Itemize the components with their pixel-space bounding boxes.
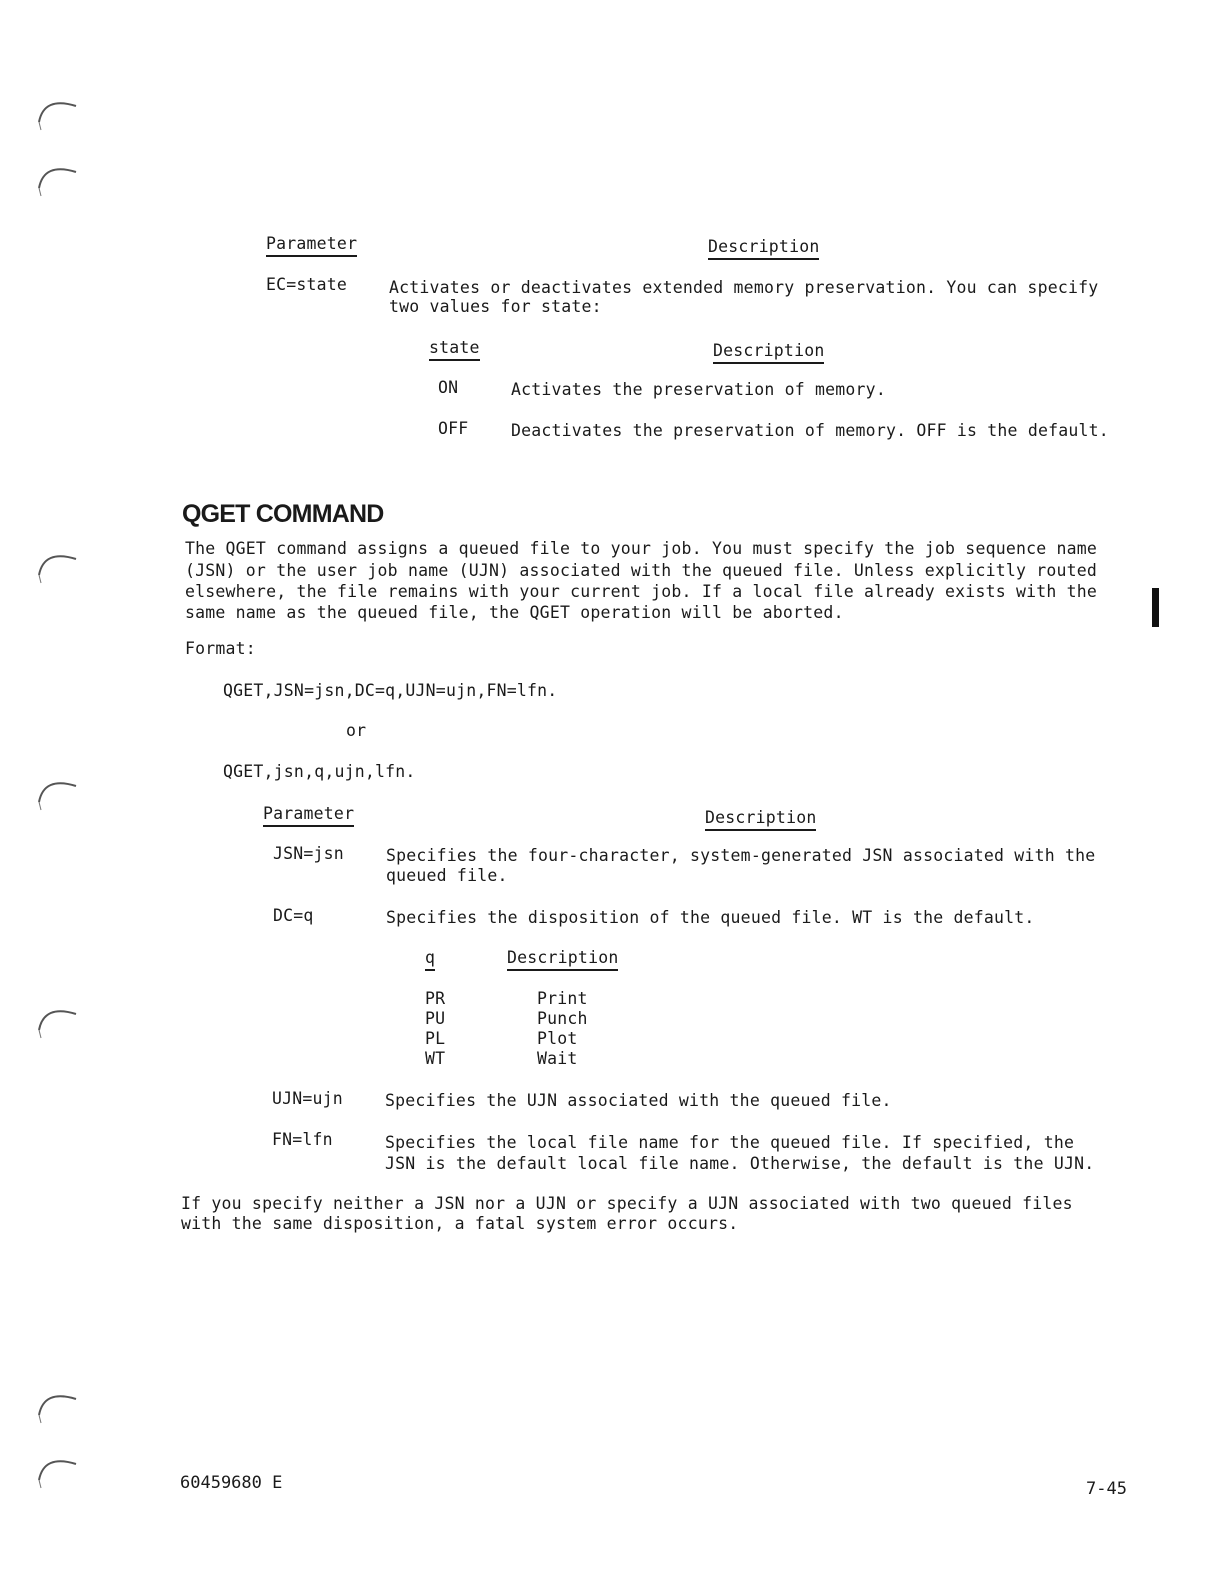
intro-line-2: (JSN) or the user job name (UJN) associated with the queued file. Unless explicitly routed <box>185 561 1098 580</box>
format-positional: QGET,jsn,q,ujn,lfn. <box>223 762 416 781</box>
binder-hole-icon <box>34 772 84 822</box>
jsn-desc-line2: queued file. <box>386 866 508 885</box>
format-label: Format: <box>185 639 256 658</box>
intro-line-4: same name as the queued file, the QGET operation will be aborted. <box>185 603 844 622</box>
state-on-desc: Activates the preservation of memory. <box>511 380 886 399</box>
ujn-desc-line1: Specifies the UJN associated with the queued file. <box>385 1091 892 1110</box>
binder-hole-icon <box>34 1000 84 1050</box>
q-desc-pr: Print <box>537 989 588 1008</box>
fn-desc-line2: JSN is the default local file name. Otherwise, the default is the UJN. <box>385 1154 1095 1173</box>
format-keyword: QGET,JSN=jsn,DC=q,UJN=ujn,FN=lfn. <box>223 681 558 700</box>
doc-number: 60459680 E <box>180 1473 283 1493</box>
desc-header: Description <box>708 237 819 260</box>
binder-hole-icon <box>34 1385 84 1435</box>
dc-desc-line1: Specifies the disposition of the queued file. WT is the default. <box>386 908 1035 927</box>
binder-hole-icon <box>34 545 84 595</box>
page-number: 7-45 <box>1086 1479 1127 1499</box>
q-desc-wt: Wait <box>537 1049 578 1068</box>
q-desc-header: Description <box>507 948 618 971</box>
ec-desc-line1: Activates or deactivates extended memory preservation. You can specify <box>389 278 1099 297</box>
binder-hole-icon <box>34 1450 84 1500</box>
param-ujn: UJN=ujn <box>272 1089 343 1108</box>
q-code-pr: PR <box>425 989 446 1008</box>
q-code-pl: PL <box>425 1029 446 1048</box>
qget-param-header: Parameter <box>263 804 354 827</box>
fn-desc-line1: Specifies the local file name for the queued file. If specified, the <box>385 1133 1075 1152</box>
intro-line-1: The QGET command assigns a queued file to your job. You must specify the job sequence name <box>185 539 1098 558</box>
closing-line-2: with the same disposition, a fatal system error occurs. <box>181 1214 739 1233</box>
state-off-desc: Deactivates the preservation of memory. OFF is the default. <box>511 421 1109 440</box>
jsn-desc-line1: Specifies the four-character, system-generated JSN associated with the <box>386 846 1096 865</box>
closing-line-1: If you specify neither a JSN nor a UJN or specify a UJN associated with two queued files <box>181 1194 1073 1213</box>
q-header: q <box>425 948 435 971</box>
state-off: OFF <box>438 419 469 438</box>
intro-line-3: elsewhere, the file remains with your current job. If a local file already exists with the <box>185 582 1098 601</box>
qget-desc-header: Description <box>705 808 816 831</box>
state-desc-header: Description <box>713 341 824 364</box>
param-header: Parameter <box>266 234 357 257</box>
param-fn: FN=lfn <box>272 1130 333 1149</box>
q-desc-pl: Plot <box>537 1029 578 1048</box>
format-or: or <box>346 721 367 740</box>
param-jsn: JSN=jsn <box>273 844 344 863</box>
q-code-wt: WT <box>425 1049 446 1068</box>
change-bar <box>1152 588 1159 627</box>
param-ec: EC=state <box>266 275 348 294</box>
q-desc-pu: Punch <box>537 1009 588 1028</box>
binder-hole-icon <box>34 92 84 142</box>
binder-hole-icon <box>34 158 84 208</box>
state-header: state <box>429 338 480 361</box>
param-dc: DC=q <box>273 906 314 925</box>
ec-desc-line2: two values for state: <box>389 297 602 316</box>
state-on: ON <box>438 378 459 397</box>
section-title: QGET COMMAND <box>182 500 384 528</box>
q-code-pu: PU <box>425 1009 446 1028</box>
